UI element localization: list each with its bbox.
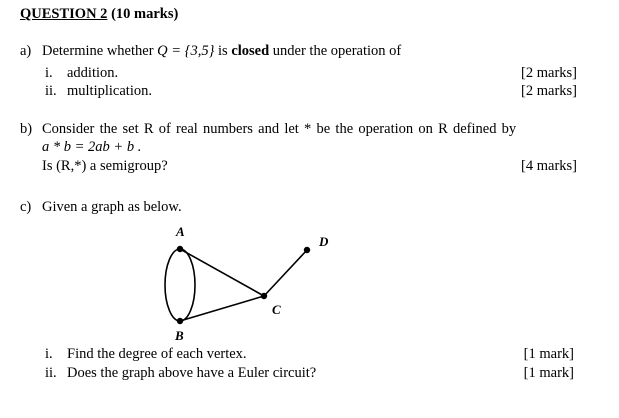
vertex-d — [304, 247, 310, 253]
vertex-c-label: C — [272, 302, 281, 317]
part-a-item-1-marks: [2 marks] — [521, 65, 577, 81]
vertex-b-label: B — [175, 328, 184, 343]
part-c-item-2-marks: [1 mark] — [523, 365, 574, 381]
part-b-marks: [4 marks] — [521, 158, 577, 174]
vertex-a — [177, 246, 183, 252]
vertex-d-label: D — [319, 234, 329, 249]
vertex-c — [261, 293, 267, 299]
part-a-intro-mid: is — [214, 43, 232, 59]
question-label: QUESTION 2 — [20, 6, 108, 22]
edge-bc — [180, 296, 264, 321]
part-a-item-1-text: addition. — [67, 65, 119, 81]
part-a-item-1-number: i. — [45, 65, 53, 81]
part-b-line-1: Consider the set R of real numbers and let * be the operation on R defined by — [42, 121, 517, 137]
part-c-letter: c) — [20, 199, 32, 215]
part-a-intro-post: under the operation of — [269, 43, 402, 59]
part-a-item-2-number: ii. — [45, 83, 57, 99]
edge-cd — [264, 250, 307, 296]
part-a-closed-keyword: closed — [231, 43, 270, 59]
part-c-item-2-text: Does the graph above have a Euler circuit? — [67, 365, 317, 381]
part-a-item-2-text: multiplication. — [67, 83, 152, 99]
vertex-b — [177, 318, 183, 324]
vertex-a-label: A — [176, 224, 185, 239]
part-c-intro: Given a graph as below. — [42, 199, 182, 215]
part-a-set-expression: Q = {3,5} — [157, 43, 215, 59]
part-b-question: Is (R,*) a semigroup? — [42, 158, 168, 174]
question-marks: (10 marks) — [107, 6, 179, 22]
part-a-letter: a) — [20, 43, 32, 59]
part-b-operation-definition: a * b = 2ab + b . — [42, 139, 142, 155]
part-c-item-1-marks: [1 mark] — [523, 346, 574, 362]
part-a-item-2-marks: [2 marks] — [521, 83, 577, 99]
part-b-letter: b) — [20, 121, 33, 137]
part-a-intro-pre: Determine whether — [42, 43, 158, 59]
part-c-item-1-number: i. — [45, 346, 53, 362]
part-c-item-2-number: ii. — [45, 365, 57, 381]
edge-ac — [180, 249, 264, 296]
edge-ab-loop — [165, 249, 195, 321]
part-c-item-1-text: Find the degree of each vertex. — [67, 346, 247, 362]
